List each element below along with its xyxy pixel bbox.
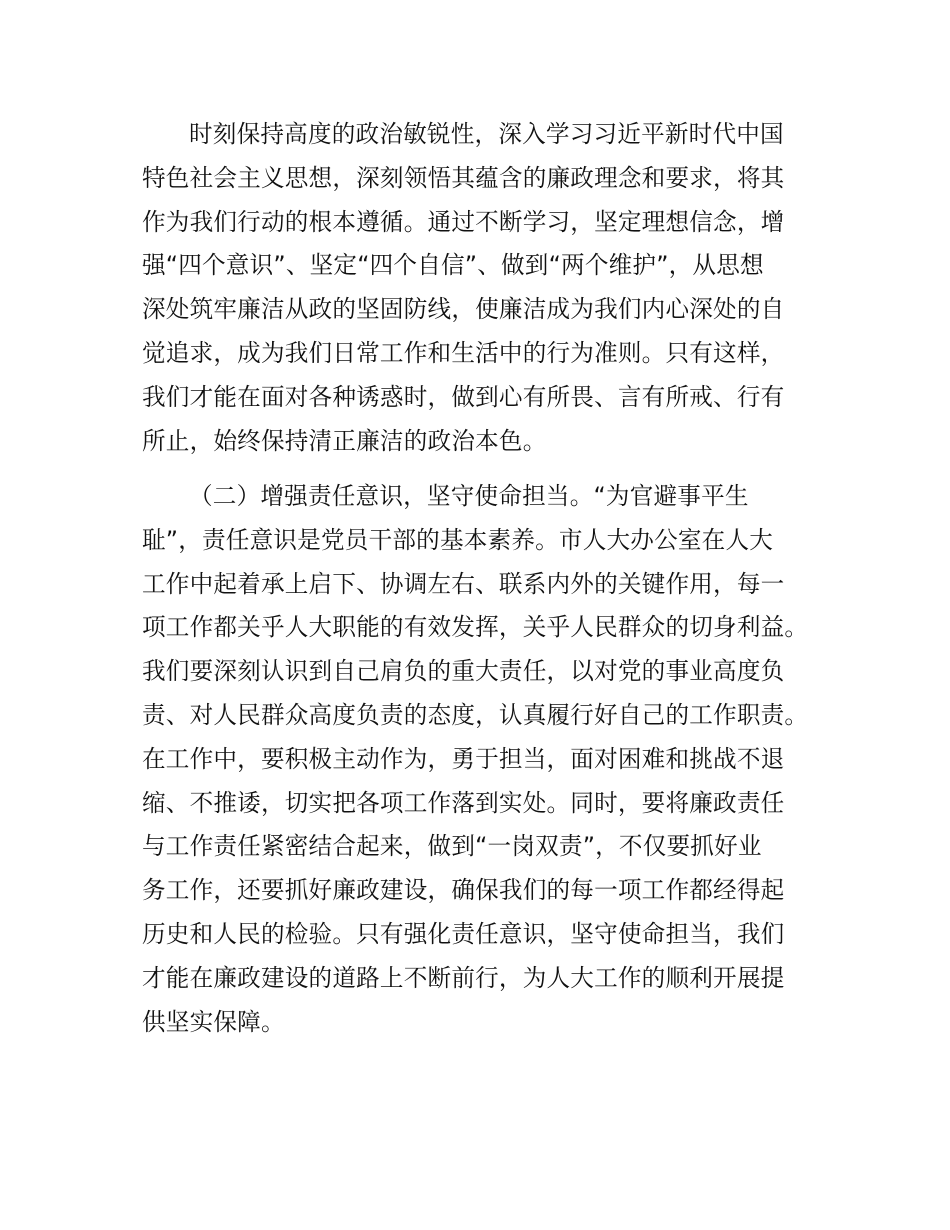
text-line: 我们要深刻认识到自己肩负的重大责任，以对党的事业高度负	[142, 657, 785, 686]
text-line: 特色社会主义思想，深刻领悟其蕴含的廉政理念和要求，将其	[142, 163, 785, 192]
text-line: 我们才能在面对各种诱惑时，做到心有所畏、言有所戒、行有	[142, 382, 785, 411]
text-line: 才能在廉政建设的道路上不断前行，为人大工作的顺利开展提	[142, 963, 785, 992]
section-heading-line: （二）增强责任意识，坚守使命担当。“为官避事平生	[189, 482, 749, 510]
text-line: 供坚实保障。	[142, 1007, 285, 1036]
text-line: 耻”，责任意识是党员干部的基本素养。市人大办公室在人大	[142, 525, 774, 554]
text-line: 时刻保持高度的政治敏锐性，深入学习习近平新时代中国	[189, 120, 784, 148]
text-line: 与工作责任紧密结合起来，做到“一岗双责”，不仅要抓好业	[142, 832, 762, 861]
text-line: 历史和人民的检验。只有强化责任意识，坚守使命担当，我们	[142, 919, 785, 948]
text-line: 深处筑牢廉洁从政的坚固防线，使廉洁成为我们内心深处的自	[142, 295, 785, 324]
text-line: 务工作，还要抓好廉政建设，确保我们的每一项工作都经得起	[142, 876, 785, 905]
paragraph-responsibility-awareness	[142, 475, 812, 1044]
paragraph-political-sensitivity	[142, 113, 812, 463]
text-line: 缩、不推诿，切实把各项工作落到实处。同时，要将廉政责任	[142, 788, 785, 817]
text-line: 所止，始终保持清正廉洁的政治本色。	[142, 426, 547, 455]
text-line: 觉追求，成为我们日常工作和生活中的行为准则。只有这样，	[142, 338, 785, 367]
text-line: 在工作中，要积极主动作为，勇于担当，面对困难和挑战不退	[142, 744, 785, 773]
text-line: 工作中起着承上启下、协调左右、联系内外的关键作用，每一	[142, 569, 785, 598]
text-line: 项工作都关乎人大职能的有效发挥，关乎人民群众的切身利益。	[142, 613, 809, 642]
text-line: 责、对人民群众高度负责的态度，认真履行好自己的工作职责。	[142, 700, 809, 729]
text-line: 强“四个意识”、坚定“四个自信”、做到“两个维护”，从思想	[142, 251, 764, 280]
text-line: 作为我们行动的根本遵循。通过不断学习，坚定理想信念，增	[142, 207, 785, 236]
